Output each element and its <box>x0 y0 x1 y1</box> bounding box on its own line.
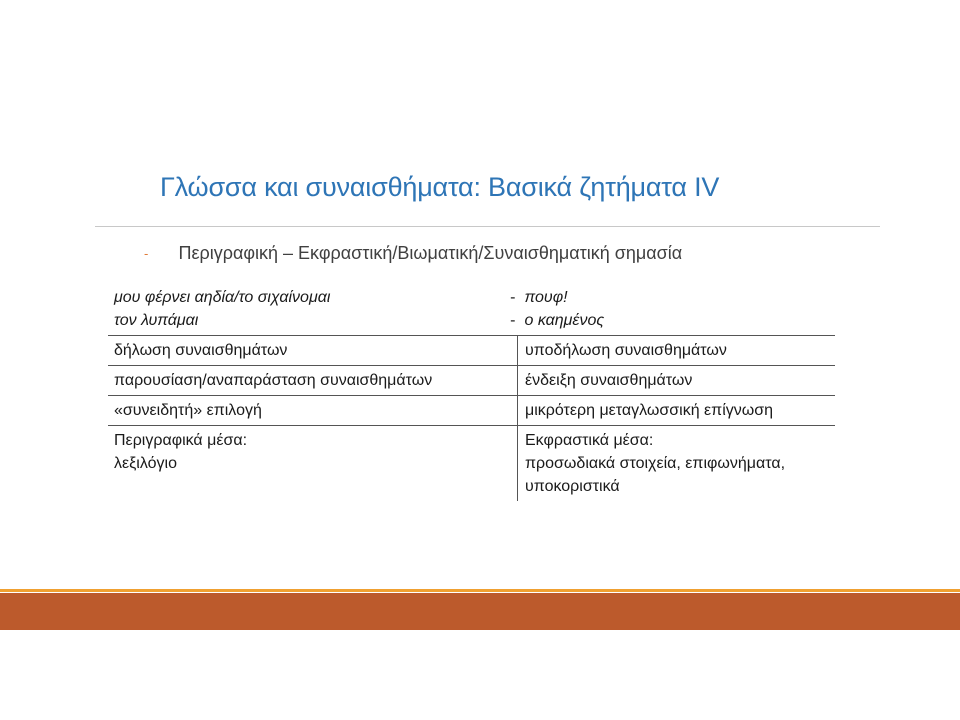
table-row-means <box>108 426 835 502</box>
table-cell-left: δήλωση συναισθημάτων <box>108 336 518 366</box>
slide-title: Γλώσσα και συναισθήματα: Βασικά ζητήματα IV <box>160 172 720 202</box>
examples-left-cell <box>108 284 518 336</box>
table-cell-right: ένδειξη συναισθημάτων <box>518 366 836 396</box>
table-cell-left: παρουσίαση/αναπαράσταση συναισθημάτων <box>108 366 518 396</box>
means-right-cell <box>518 426 836 502</box>
means-item: υποκοριστικά <box>525 478 620 495</box>
dash-separator: - <box>510 289 516 306</box>
example-descriptive: μου φέρνει αηδία/το σιχαίνομαι <box>114 289 331 306</box>
example-line <box>114 309 518 332</box>
means-left-cell <box>108 426 518 502</box>
examples-right-cell <box>518 284 836 336</box>
table-row-examples <box>108 284 835 336</box>
example-line <box>114 286 518 309</box>
table-row <box>108 396 835 426</box>
comparison-table <box>108 284 835 501</box>
means-item: λεξιλόγιο <box>114 455 177 472</box>
dash-separator: - <box>510 312 516 329</box>
table-cell-right: μικρότερη μεταγλωσσική επίγνωση <box>518 396 836 426</box>
table-row <box>108 366 835 396</box>
means-heading: Εκφραστικά μέσα: <box>525 432 654 449</box>
table-cell-left: «συνειδητή» επιλογή <box>108 396 518 426</box>
table-cell-right: υποδήλωση συναισθημάτων <box>518 336 836 366</box>
footer-band <box>0 593 960 630</box>
example-descriptive: τον λυπάμαι <box>114 312 199 329</box>
means-item: προσωδιακά στοιχεία, επιφωνήματα, <box>525 455 786 472</box>
table-row <box>108 336 835 366</box>
example-expressive: πουφ! <box>524 289 568 306</box>
footer-accent-stripe <box>0 589 960 592</box>
bullet-marker: - <box>144 246 149 261</box>
bullet-text: Περιγραφική – Εκφραστική/Βιωματική/Συναισθηματική σημασία <box>178 243 683 263</box>
title-divider <box>95 226 880 227</box>
means-heading: Περιγραφικά μέσα: <box>114 432 248 449</box>
example-expressive: ο καημένος <box>524 312 605 329</box>
bullet-item <box>144 243 682 264</box>
